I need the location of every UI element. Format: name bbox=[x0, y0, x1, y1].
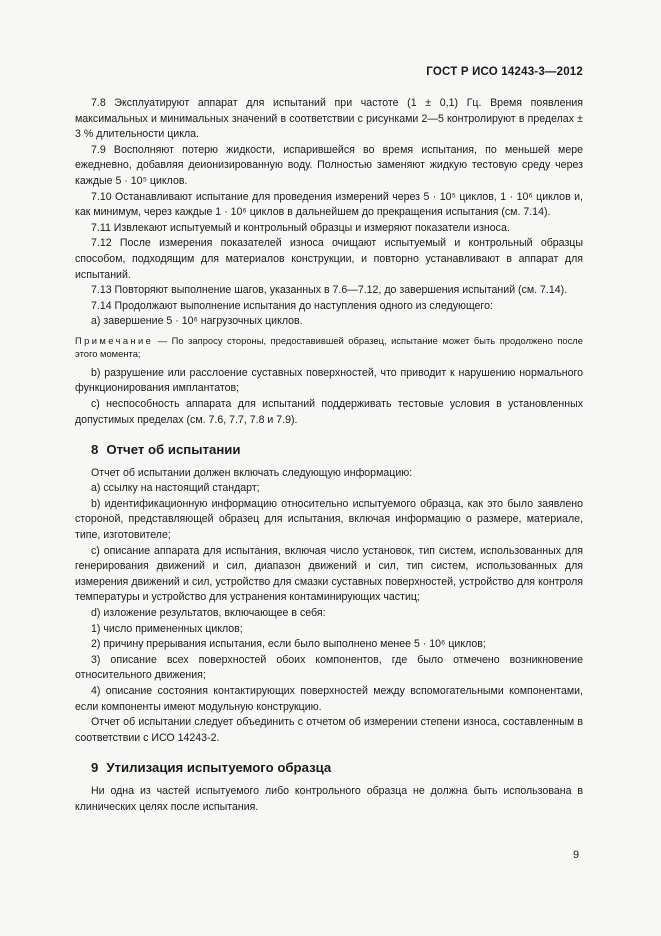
clause-7-12: 7.12 После измерения показателей износа очищают испытуемый и контрольный образцы способом, подходящим для материалов конструкции, и повторно устанавливают в аппарат для испытаний. bbox=[75, 237, 583, 281]
section-8-item-b: b) идентификационную информацию относительно испытуемого образца, как это было заявлено стороной, представляющей образец для испытания, включая информацию о размере, материале, типе, изготовителе; bbox=[75, 497, 583, 542]
clause-7-9: 7.9 Восполняют потерю жидкости, испарившейся во время испытания, по меньшей мере ежедневно, добавляя деионизированную воду. Полностью заменяют жидкую тестовую среду через каждые 5 · 10⁵ циклов. bbox=[75, 143, 583, 187]
section-8-item-d: d) изложение результатов, включающее в себя: bbox=[91, 607, 326, 620]
note bbox=[75, 334, 583, 361]
clause-7-8: 7.8 Эксплуатируют аппарат для испытаний при частоте (1 ± 0,1) Гц. Время появления максимальных и минимальных значений в соответствии с рисунками 2—5 контролируют в пределах ± 3 % длительности цикла. bbox=[75, 97, 583, 141]
section-9-text: Ни одна из частей испытуемого либо контрольного образца не должна быть использована в клинических целях после испытания. bbox=[75, 784, 583, 813]
section-8-subitem-1: 1) число примененных циклов; bbox=[91, 622, 243, 635]
section-9-title: Утилизация испытуемого образца bbox=[106, 760, 332, 776]
section-8-closing: Отчет об испытании следует объединить с отчетом об измерении степени износа, составленным в соответствии с ИСО 14243-2. bbox=[75, 716, 583, 744]
section-8-heading bbox=[75, 442, 583, 458]
section-9-number: 9 bbox=[91, 760, 99, 776]
section-8-subitem-4: 4) описание состояния контактирующих поверхностей между вспомогательными компонентами, если компоненты имеют модульную конструкцию. bbox=[75, 685, 583, 713]
section-8-item-a: a) ссылку на настоящий стандарт; bbox=[91, 482, 260, 495]
section-9-heading bbox=[75, 760, 583, 776]
section-8-title: Отчет об испытании bbox=[106, 442, 241, 458]
clause-7-11: 7.11 Извлекают испытуемый и контрольный образцы и измеряют показатели износа. bbox=[91, 221, 510, 234]
section-8-item-c: c) описание аппарата для испытания, включая число установок, тип систем, использованных для генерирования движений и сил, диапазон движений и сил, тип систем, использованных для измерения движений и сил, устройство для смазки суставных поверхностей, устройство для контроля температуры и устройство для устранения контаминирующих частиц; bbox=[75, 544, 583, 604]
section-8-number: 8 bbox=[91, 442, 99, 458]
clause-7-13: 7.13 Повторяют выполнение шагов, указанных в 7.6—7.12, до завершения испытаний (см. 7.14). bbox=[91, 284, 568, 297]
page-content bbox=[75, 96, 583, 815]
section-8-subitem-3: 3) описание всех поверхностей обоих компонентов, где было отмечено возникновение относительного движения; bbox=[75, 653, 583, 682]
page-number: 9 bbox=[573, 849, 579, 861]
note-label: Примечание bbox=[75, 334, 154, 346]
clause-7-14-item-c: c) неспособность аппарата для испытаний поддерживать тестовые условия в установленных допустимых пределах (см. 7.6, 7.7, 7.8 и 7.9). bbox=[75, 397, 583, 426]
section-8-intro: Отчет об испытании должен включать следующую информацию: bbox=[91, 466, 413, 479]
note-text: — По запросу стороны, предоставившей образец, испытание может быть продолжено после этого момента; bbox=[75, 334, 583, 360]
standard-header: ГОСТ Р ИСО 14243-3—2012 bbox=[426, 66, 583, 78]
clause-7-10: 7.10 Останавливают испытание для проведения измерений через 5 · 10⁵ циклов, 1 · 10⁶ циклов и, как минимум, через каждые 1 · 10⁶ циклов в дальнейшем до прекращения испытания (см. 7.14). bbox=[75, 190, 583, 219]
clause-7-14-item-a: a) завершение 5 · 10⁶ нагрузочных циклов. bbox=[91, 315, 303, 328]
clause-7-14-item-b: b) разрушение или расслоение суставных поверхностей, что приводит к нарушению нормального функционирования имплантатов; bbox=[75, 366, 583, 395]
section-8-subitem-2: 2) причину прерывания испытания, если было выполнено менее 5 · 10⁶ циклов; bbox=[91, 638, 486, 651]
clause-7-14: 7.14 Продолжают выполнение испытания до наступления одного из следующего: bbox=[91, 299, 493, 312]
